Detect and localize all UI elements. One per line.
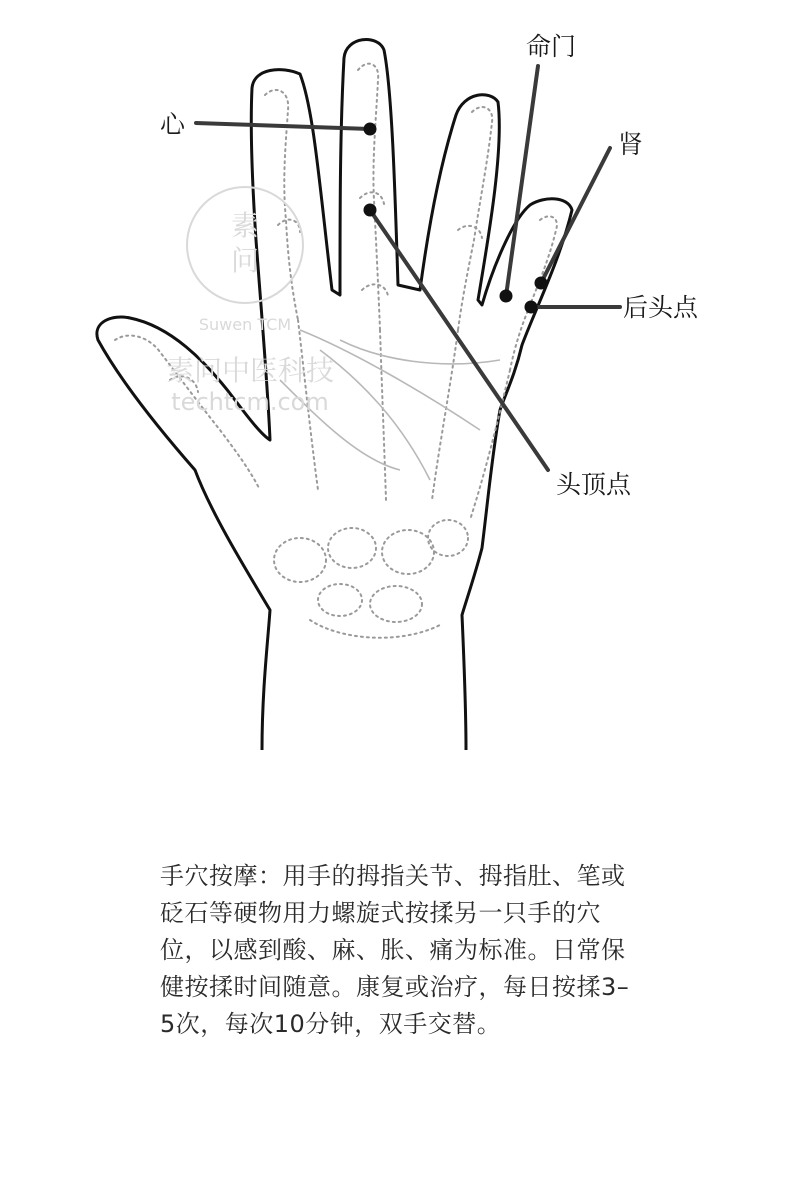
leader-line-shen — [541, 148, 610, 283]
watermark-brand-en: Suwen TCM — [198, 315, 292, 334]
finger-bones — [115, 64, 557, 638]
watermark-seal-char-bottom: 问 — [230, 244, 260, 277]
leader-line-toudingdian — [370, 210, 548, 470]
acupoint-label-houtoudian: 后头点 — [623, 293, 699, 322]
leader-line-mingmen — [506, 66, 538, 296]
acupoint-label-shen: 肾 — [618, 130, 644, 159]
acupoint-label-xin: 心 — [160, 110, 186, 139]
leader-line-xin — [196, 123, 370, 129]
acupoint-toudingdian-marker — [364, 204, 377, 217]
watermark-seal-char-top: 素 — [230, 209, 260, 242]
acupoint-mingmen-marker — [500, 290, 513, 303]
acupoint-shen-marker — [535, 277, 548, 290]
acupoint-label-mingmen: 命门 — [526, 32, 577, 61]
watermark — [166, 187, 334, 416]
acupoint-label-toudingdian: 头顶点 — [556, 470, 632, 499]
acupoint-xin-marker — [364, 123, 377, 136]
watermark-brand-cn: 素问中医科技 — [165, 354, 335, 387]
acupoint-houtoudian-marker — [525, 301, 538, 314]
watermark-domain: techtcm.com — [171, 388, 329, 416]
hand-outline — [97, 40, 572, 750]
massage-instructions: 手穴按摩：用手的拇指关节、拇指肚、笔或砭石等硬物用力螺旋式按揉另一只手的穴位，以感到酸、麻、胀、痛为标准。日常保健按揉时间随意。康复或治疗，每日按揉3–5次，每次10分钟，双手交替。 — [160, 862, 630, 1038]
